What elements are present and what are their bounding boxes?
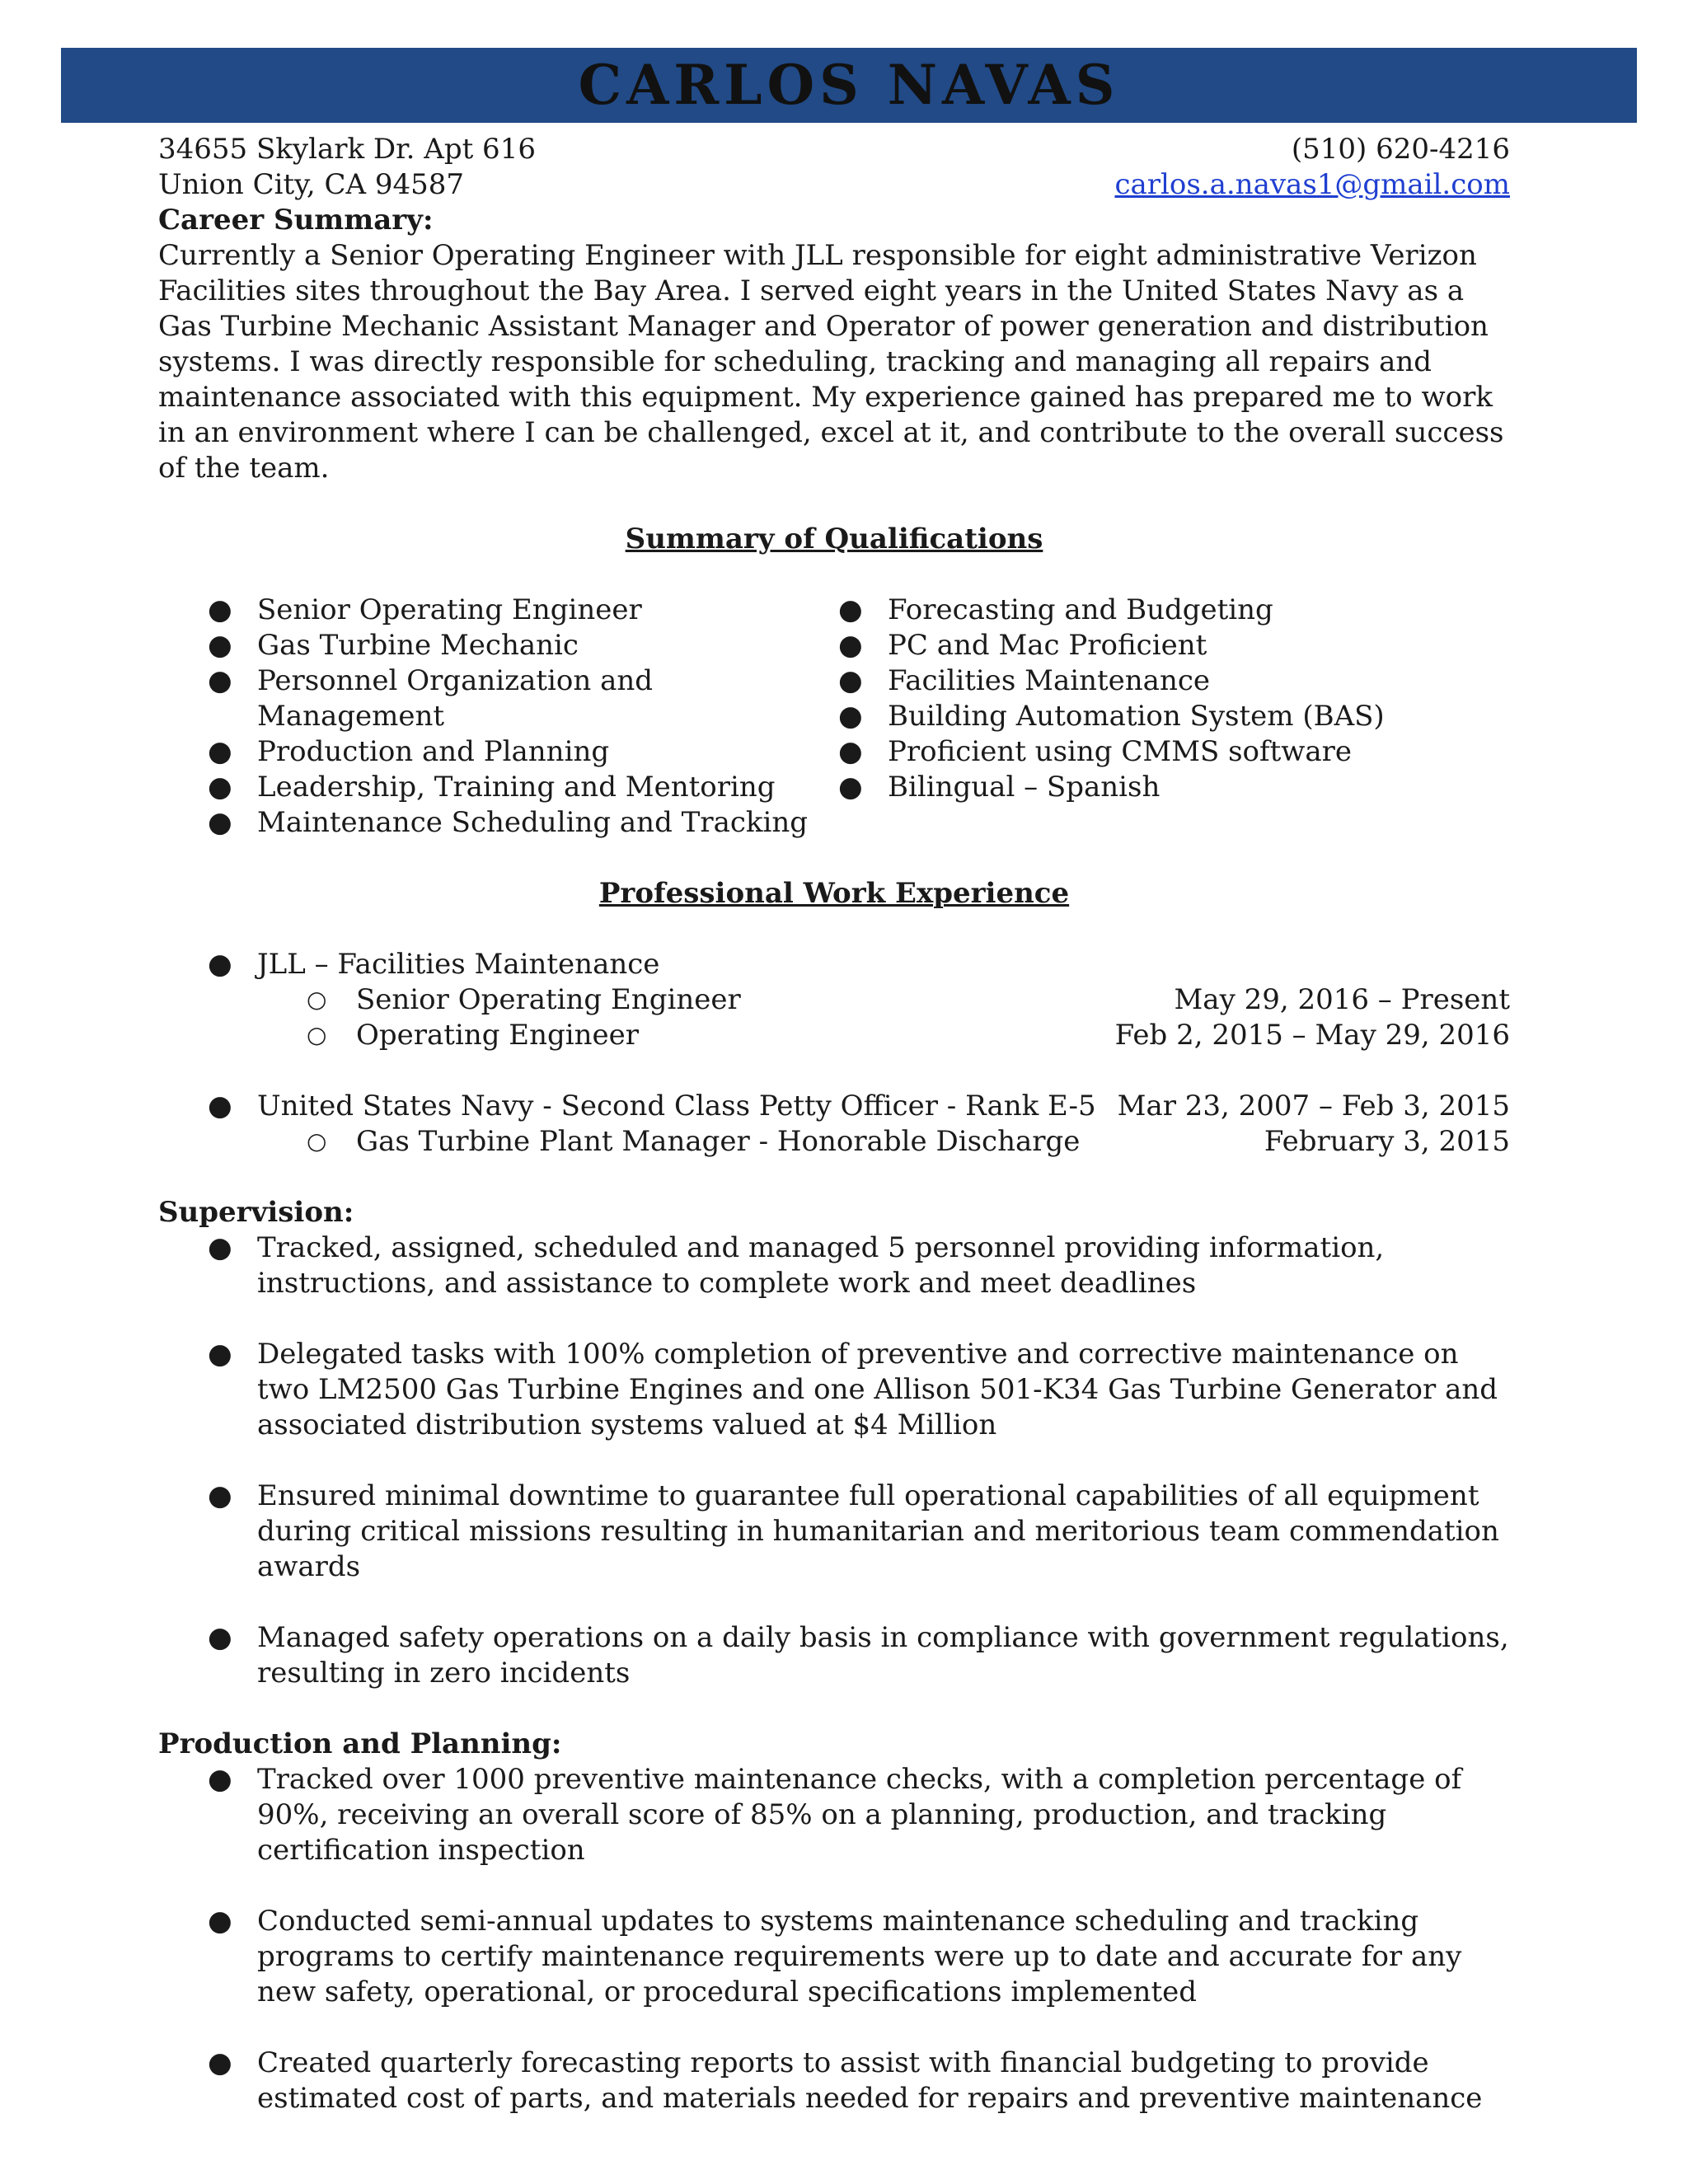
list-item: ● Delegated tasks with 100% completion of preventive and corrective maintenance on two LM2500 Gas Turbine Engines and one Allison 501-K34 Gas Turbine Generator and associated distribution systems valued at $4 Million xyxy=(208,1338,1498,1441)
contact-row-2 xyxy=(158,167,1510,203)
address-line-2: Union City, CA 94587 xyxy=(158,168,464,201)
role-title: Gas Turbine Plant Manager - Honorable Discharge xyxy=(356,1125,1081,1158)
production-list xyxy=(158,1762,1510,2116)
job-employer: United States Navy - Second Class Petty Officer - Rank E-5 xyxy=(257,1090,1096,1122)
list-item: ● Forecasting and Budgeting xyxy=(838,593,1273,626)
list-item: ● Tracked over 1000 preventive maintenance checks, with a completion percentage of 90%, receiving an overall score of 85% on a planning, production, and tracking certification inspection xyxy=(208,1763,1462,1867)
job-role: ○ Senior Operating Engineer May 29, 2016 – Present xyxy=(307,983,1510,1016)
experience-list xyxy=(158,947,1510,1160)
job-role: ○ Gas Turbine Plant Manager - Honorable Discharge February 3, 2015 xyxy=(307,1125,1510,1158)
job-role: ○ Operating Engineer Feb 2, 2015 – May 29, 2016 xyxy=(307,1019,1510,1052)
supervision-label: Supervision: xyxy=(158,1196,354,1229)
qualifications-left-column xyxy=(158,593,834,841)
qualifications-title: Summary of Qualifications xyxy=(625,523,1043,555)
role-dates: May 29, 2016 – Present xyxy=(1174,983,1510,1016)
list-item: ● Personnel Organization and Management xyxy=(208,664,654,733)
list-item: ● Production and Planning xyxy=(208,735,610,768)
role-dates: Feb 2, 2015 – May 29, 2016 xyxy=(1114,1019,1510,1052)
list-item: ● Facilities Maintenance xyxy=(838,664,1210,697)
list-item: ● Senior Operating Engineer xyxy=(208,593,642,626)
list-item: ● Ensured minimal downtime to guarantee full operational capabilities of all equipment during critical missions resulting in humanitarian and meritorious team commendation awards xyxy=(208,1479,1499,1583)
qualifications-list xyxy=(158,593,1510,841)
list-item: ● Building Automation System (BAS) xyxy=(838,700,1385,733)
list-item: ● Managed safety operations on a daily basis in compliance with government regulations, resulting in zero incidents xyxy=(208,1621,1509,1690)
career-summary-label: Career Summary: xyxy=(158,204,434,237)
production-label: Production and Planning: xyxy=(158,1727,562,1760)
list-item: ● Maintenance Scheduling and Tracking xyxy=(208,806,809,839)
career-summary xyxy=(158,203,1510,486)
list-item: ● Bilingual – Spanish xyxy=(838,771,1160,804)
supervision-list xyxy=(158,1230,1510,1691)
job-jll: ● JLL – Facilities Maintenance xyxy=(208,948,660,981)
contact-row-1 xyxy=(158,132,1510,167)
email-link[interactable]: carlos.a.navas1@gmail.com xyxy=(1114,168,1510,201)
list-item: ● Created quarterly forecasting reports to assist with financial budgeting to provide estimated cost of parts, and materials needed for repairs and preventive maintenance xyxy=(208,2046,1483,2115)
list-item: ● Leadership, Training and Mentoring xyxy=(208,771,776,804)
list-item: ● Tracked, assigned, scheduled and managed 5 personnel providing information, instructions, and assistance to complete work and meet deadlines xyxy=(208,1231,1385,1300)
qualifications-right-column xyxy=(789,593,1465,841)
career-summary-text: Currently a Senior Operating Engineer with JLL responsible for eight administrative Verizon Facilities sites throughout the Bay Area. I served eight years in the United States Navy as a Gas Turbine Mechanic Assistant Manager and Operator of power generation and distribution systems. I was directly responsible for scheduling, tracking and managing all repairs and maintenance associated with this equipment. My experience gained has prepared me to work in an environment where I can be challenged, excel at it, and contribute to the overall success of the team. xyxy=(158,239,1504,485)
role-title: Senior Operating Engineer xyxy=(356,983,741,1016)
list-item: ● Conducted semi-annual updates to systems maintenance scheduling and tracking programs to certify maintenance requirements were up to date and accurate for any new safety, operational, or procedural specifications implemented xyxy=(208,1905,1462,2008)
phone-number: (510) 620-4216 xyxy=(1291,133,1510,166)
role-dates: February 3, 2015 xyxy=(1264,1125,1510,1158)
job-navy: ● United States Navy - Second Class Petty Officer - Rank E-5 Mar 23, 2007 – Feb 3, 2015 xyxy=(208,1090,1510,1122)
candidate-name: CARLOS NAVAS xyxy=(578,53,1120,117)
job-employer: JLL – Facilities Maintenance xyxy=(257,948,660,981)
job-dates: Mar 23, 2007 – Feb 3, 2015 xyxy=(1117,1090,1510,1122)
address-line-1: 34655 Skylark Dr. Apt 616 xyxy=(158,133,536,166)
list-item: ● Proficient using CMMS software xyxy=(838,735,1353,768)
list-item: ● PC and Mac Proficient xyxy=(838,629,1207,662)
resume-body xyxy=(158,132,1510,2116)
name-banner xyxy=(61,48,1637,123)
experience-title: Professional Work Experience xyxy=(598,877,1070,910)
list-item: ● Gas Turbine Mechanic xyxy=(208,629,579,662)
role-title: Operating Engineer xyxy=(356,1019,640,1052)
